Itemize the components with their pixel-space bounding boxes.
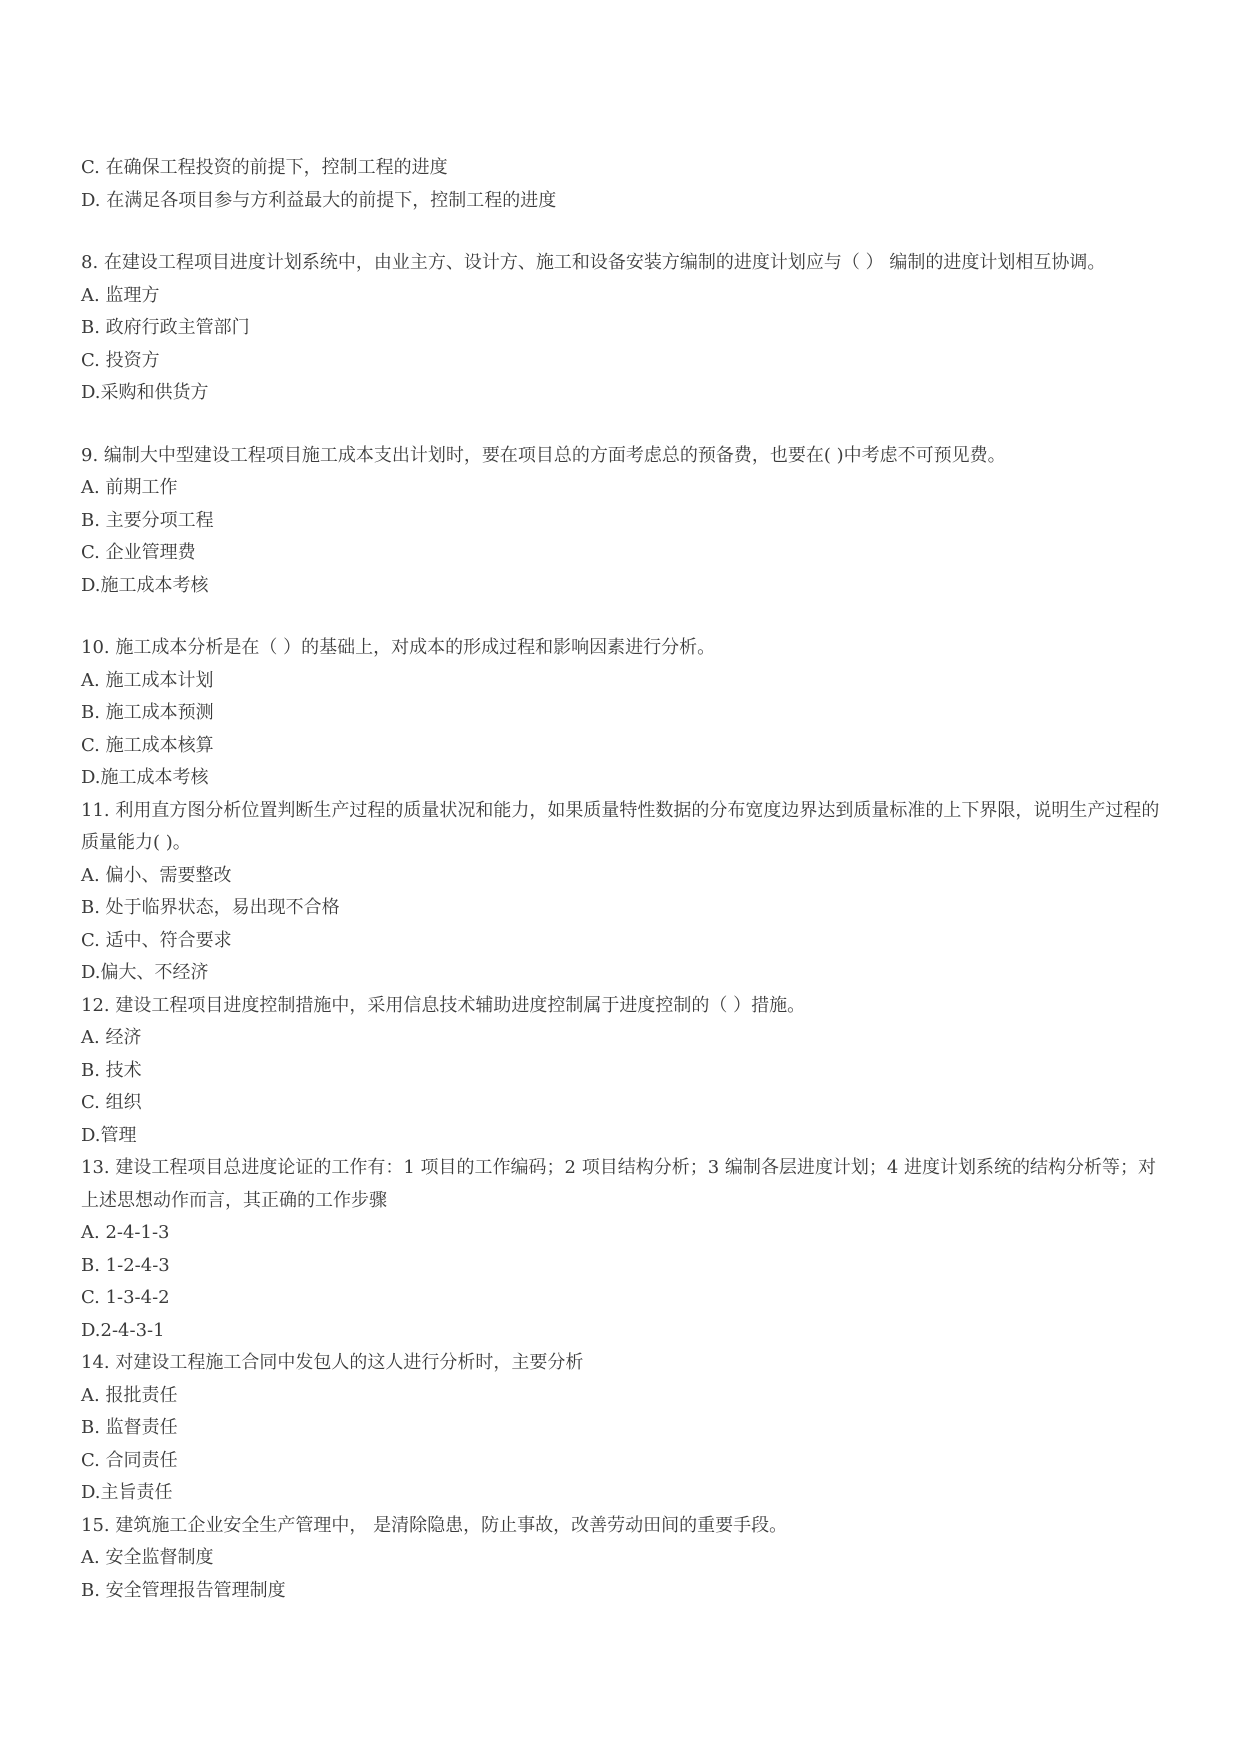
option-line: B. 监督责任 [81,1417,178,1438]
option-line: A. 施工成本计划 [81,669,214,691]
option-line: C. 投资方 [81,349,160,371]
option-line: A. 偏小、需要整改 [81,864,232,886]
option-line: B. 施工成本预测 [81,702,214,723]
question-stem: 10. 施工成本分析是在（ ）的基础上，对成本的形成过程和影响因素进行分析。 [81,637,716,658]
option-line: C. 1-3-4-2 [81,1287,170,1308]
option-line: B. 技术 [81,1059,142,1081]
paragraph-gap [81,602,1166,632]
option-line: A. 监理方 [81,284,160,306]
question-stem: 8. 在建设工程项目进度计划系统中，由业主方、设计方、施工和设备安装方编制的进度计划应与（ ） 编制的进度计划相互协调。 [81,252,1106,273]
option-line: B. 安全管理报告管理制度 [81,1579,286,1601]
question-stem: 9. 编制大中型建设工程项目施工成本支出计划时，要在项目总的方面考虑总的预备费，也要在( )中考虑不可预见费。 [81,444,1006,466]
option-line: D.施工成本考核 [81,767,209,788]
option-line: C. 企业管理费 [81,542,196,563]
paragraph-gap [81,217,1166,247]
option-line: A. 经济 [81,1027,142,1048]
option-line: B. 政府行政主管部门 [81,317,250,338]
option-line: A. 2-4-1-3 [81,1222,170,1243]
option-line: D.偏大、不经济 [81,962,209,983]
document-page [81,152,1166,1607]
option-line: D. 在满足各项目参与方利益最大的前提下，控制工程的进度 [81,189,557,211]
paragraph-gap [81,410,1166,440]
option-line: D.2-4-3-1 [81,1319,165,1341]
option-line: A. 前期工作 [81,477,178,498]
option-line: B. 处于临界状态，易出现不合格 [81,897,340,918]
option-line: B. 1-2-4-3 [81,1254,170,1276]
question-stem: 11. 利用直方图分析位置判断生产过程的质量状况和能力，如果质量特性数据的分布宽度边界达到质量标准的上下界限，说明生产过程的质量能力( )。 [81,799,1160,853]
option-line: D.管理 [81,1124,137,1146]
option-line: C. 合同责任 [81,1449,178,1471]
option-line: C. 在确保工程投资的前提下，控制工程的进度 [81,157,448,178]
option-line: D.采购和供货方 [81,382,209,403]
option-line: C. 施工成本核算 [81,734,214,756]
option-line: C. 组织 [81,1092,142,1113]
question-stem: 14. 对建设工程施工合同中发包人的这人进行分析时，主要分析 [81,1352,584,1373]
question-stem: 13. 建设工程项目总进度论证的工作有：1 项目的工作编码；2 项目结构分析；3 编制各层进度计划；4 进度计划系统的结构分析等；对上述思想动作而言，其正确的工作步骤 [81,1157,1157,1211]
option-line: B. 主要分项工程 [81,509,214,531]
option-line: D.施工成本考核 [81,574,209,596]
option-line: D.主旨责任 [81,1482,173,1503]
option-line: C. 适中、符合要求 [81,929,232,951]
option-line: A. 报批责任 [81,1384,178,1406]
option-line: A. 安全监督制度 [81,1547,214,1568]
question-stem: 15. 建筑施工企业安全生产管理中， 是清除隐患，防止事故，改善劳动田间的重要手段。 [81,1514,788,1536]
question-stem: 12. 建设工程项目进度控制措施中，采用信息技术辅助进度控制属于进度控制的（ ）措施。 [81,994,806,1016]
